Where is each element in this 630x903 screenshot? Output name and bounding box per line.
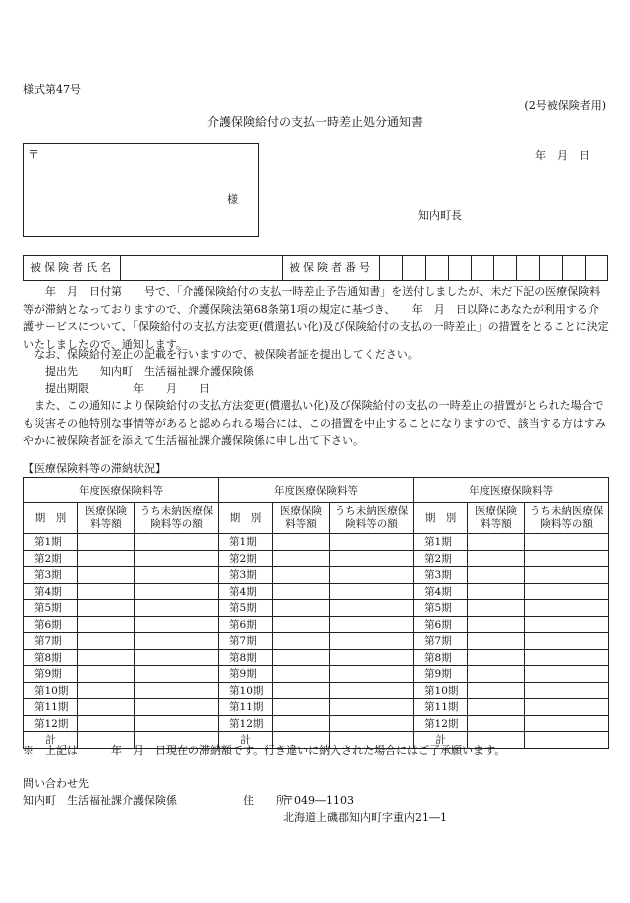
notice-paragraph-2: なお、保険給付差止の記載を行いますので、被保険者証を提出してください。 [23, 348, 419, 361]
insured-number-digit-box [380, 256, 403, 280]
period-label: 第5期 [24, 600, 78, 617]
amount-cell [78, 600, 135, 617]
contact-address: 北海道上磯郡知内町字重内21―1 [283, 811, 447, 824]
amount-cell [330, 534, 414, 551]
amount-cell [273, 600, 330, 617]
amount-cell [78, 583, 135, 600]
insured-number-digit-box [517, 256, 540, 280]
unpaid-amount-header: うち未納医療保険料等の額 [330, 503, 414, 534]
period-label: 第8期 [414, 649, 468, 666]
amount-cell [330, 616, 414, 633]
amount-cell [135, 633, 219, 650]
period-label: 第2期 [24, 550, 78, 567]
insured-name-label: 被保険者氏名 [24, 256, 121, 280]
table-row [24, 715, 609, 732]
period-label: 第10期 [414, 682, 468, 699]
table-row [24, 550, 609, 567]
insured-number-digit-box [540, 256, 563, 280]
period-label: 第3期 [24, 567, 78, 584]
amount-cell [135, 583, 219, 600]
period-label: 第3期 [414, 567, 468, 584]
period-column-header: 期 別 [24, 503, 78, 534]
amount-cell [135, 699, 219, 716]
amount-cell [525, 550, 609, 567]
amount-cell [468, 633, 525, 650]
amount-cell [330, 583, 414, 600]
period-column-header: 期 別 [414, 503, 468, 534]
amount-cell [468, 600, 525, 617]
address-box [23, 143, 259, 237]
table-row [24, 534, 609, 551]
period-label: 第5期 [414, 600, 468, 617]
period-label: 第9期 [219, 666, 273, 683]
amount-cell [525, 682, 609, 699]
amount-cell [330, 715, 414, 732]
amount-cell [78, 666, 135, 683]
table-row [24, 567, 609, 584]
period-label: 第1期 [24, 534, 78, 551]
period-label: 第8期 [219, 649, 273, 666]
amount-cell [78, 550, 135, 567]
issuer-name: 知内町長 [418, 209, 462, 222]
insured-number-digit-box [586, 256, 609, 280]
notice-paragraph-3: また、この通知により保険給付の支払方法変更(償還払い化)及び保険給付の支払の一時差止の措置がとられた場合でも災害その他特別な事情等があると認められる場合には、この措置を中止することになりますので、該当する方はすみやかに被保険者証を添えて生活福祉課介護保険係に申し出て下さい。 [23, 399, 606, 447]
period-label: 第3期 [219, 567, 273, 584]
amount-cell [273, 567, 330, 584]
table-row [24, 699, 609, 716]
amount-cell [330, 600, 414, 617]
period-label: 第11期 [24, 699, 78, 716]
amount-cell [135, 567, 219, 584]
amount-cell [468, 567, 525, 584]
period-label: 第4期 [24, 583, 78, 600]
amount-cell [525, 649, 609, 666]
amount-cell [135, 649, 219, 666]
amount-cell [135, 600, 219, 617]
form-number: 様式第47号 [23, 83, 81, 96]
amount-cell [468, 699, 525, 716]
contact-heading: 問い合わせ先 [23, 777, 89, 790]
insured-number-digit-box [472, 256, 495, 280]
amount-cell [525, 567, 609, 584]
insured-number-digit-box [426, 256, 449, 280]
amount-cell [273, 682, 330, 699]
period-label: 第9期 [414, 666, 468, 683]
table-row [24, 682, 609, 699]
insured-number-digit-box [403, 256, 426, 280]
period-label: 第7期 [219, 633, 273, 650]
amount-cell [273, 699, 330, 716]
arrears-heading: 【医療保険料等の滞納状況】 [23, 462, 166, 475]
amount-cell [468, 534, 525, 551]
amount-cell [78, 534, 135, 551]
amount-cell [525, 633, 609, 650]
amount-cell [273, 649, 330, 666]
period-label: 第2期 [219, 550, 273, 567]
amount-cell [273, 616, 330, 633]
amount-cell [525, 534, 609, 551]
amount-cell [468, 550, 525, 567]
premium-amount-header: 医療保険料等額 [273, 503, 330, 534]
amount-cell [273, 583, 330, 600]
amount-cell [135, 666, 219, 683]
amount-cell [330, 699, 414, 716]
amount-cell [468, 666, 525, 683]
fiscal-year-header: 年度医療保険料等 [219, 478, 414, 503]
amount-cell [525, 715, 609, 732]
table-row [24, 600, 609, 617]
unpaid-amount-header: うち未納医療保険料等の額 [135, 503, 219, 534]
amount-cell [330, 649, 414, 666]
insured-name-field [121, 256, 283, 280]
document-title: 介護保険給付の支払一時差止処分通知書 [206, 115, 423, 129]
period-label: 第12期 [24, 715, 78, 732]
total-amount-cell [525, 732, 609, 749]
amount-cell [78, 649, 135, 666]
premium-amount-header: 医療保険料等額 [468, 503, 525, 534]
amount-cell [78, 715, 135, 732]
contact-address-label: 住 所 [243, 794, 287, 807]
period-label: 第10期 [24, 682, 78, 699]
period-label: 第10期 [219, 682, 273, 699]
period-label: 第1期 [219, 534, 273, 551]
table-row [24, 666, 609, 683]
period-label: 第4期 [219, 583, 273, 600]
period-label: 第4期 [414, 583, 468, 600]
fiscal-year-header: 年度医療保険料等 [24, 478, 219, 503]
period-column-header: 期 別 [219, 503, 273, 534]
period-label: 第1期 [414, 534, 468, 551]
insured-number-digit-box [449, 256, 472, 280]
amount-cell [78, 699, 135, 716]
insured-id-row [23, 255, 608, 281]
amount-cell [135, 715, 219, 732]
arrears-table [23, 477, 609, 749]
amount-cell [330, 633, 414, 650]
amount-cell [78, 633, 135, 650]
amount-cell [135, 682, 219, 699]
amount-cell [525, 583, 609, 600]
contact-department: 知内町 生活福祉課介護保険係 [23, 794, 177, 807]
period-label: 第7期 [24, 633, 78, 650]
period-label: 第6期 [219, 616, 273, 633]
amount-cell [468, 682, 525, 699]
amount-cell [273, 666, 330, 683]
insured-number-digit-box [563, 256, 586, 280]
postal-mark: 〒 [28, 148, 39, 161]
total-label: 計 [219, 732, 273, 749]
amount-cell [273, 550, 330, 567]
amount-cell [273, 534, 330, 551]
amount-cell [468, 583, 525, 600]
table-row [24, 633, 609, 650]
amount-cell [525, 666, 609, 683]
amount-cell [78, 616, 135, 633]
contact-postal-code: 〒049―1103 [283, 794, 354, 807]
honorific-sama: 様 [227, 193, 238, 206]
insured-number-digit-box [495, 256, 518, 280]
amount-cell [330, 682, 414, 699]
period-label: 第12期 [219, 715, 273, 732]
period-label: 第5期 [219, 600, 273, 617]
fiscal-year-header: 年度医療保険料等 [414, 478, 609, 503]
unpaid-amount-header: うち未納医療保険料等の額 [525, 503, 609, 534]
amount-cell [78, 682, 135, 699]
premium-amount-header: 医療保険料等額 [78, 503, 135, 534]
table-row [24, 649, 609, 666]
submit-deadline: 提出期限 年 月 日 [23, 382, 210, 395]
notice-paragraph-1: 年 月 日付第 号で、「介護保険給付の支払一時差止予告通知書」を送付しましたが、未だ下記の医療保険料等が滞納となっておりますので、介護保険法第68条第1項の規定に基づき、 年 月 日以降にあなたが利用する介護サービスについて、「保険給付の支払方法変更(償還払い化)及び保険給付の支払の一時差止」の措置をとることに決定いたしましたので、通知します。 [23, 285, 609, 351]
amount-cell [330, 550, 414, 567]
total-label: 計 [24, 732, 78, 749]
period-label: 第2期 [414, 550, 468, 567]
amount-cell [78, 567, 135, 584]
amount-cell [468, 649, 525, 666]
period-label: 第9期 [24, 666, 78, 683]
period-label: 第11期 [414, 699, 468, 716]
period-label: 第6期 [414, 616, 468, 633]
amount-cell [135, 534, 219, 551]
arrears-note: ※ 上記は 年 月 日現在の滞納額です。行き違いに納入された場合にはご了承願います。 [23, 744, 506, 757]
period-label: 第12期 [414, 715, 468, 732]
amount-cell [468, 715, 525, 732]
period-label: 第7期 [414, 633, 468, 650]
amount-cell [330, 567, 414, 584]
period-label: 第6期 [24, 616, 78, 633]
table-row [24, 616, 609, 633]
amount-cell [330, 666, 414, 683]
issue-date: 年 月 日 [535, 149, 590, 162]
period-label: 第11期 [219, 699, 273, 716]
table-row [24, 583, 609, 600]
amount-cell [273, 633, 330, 650]
amount-cell [135, 550, 219, 567]
insured-type-label: (2号被保険者用) [524, 99, 606, 112]
total-label: 計 [414, 732, 468, 749]
amount-cell [525, 616, 609, 633]
period-label: 第8期 [24, 649, 78, 666]
insured-number-label: 被保険者番号 [283, 256, 380, 280]
amount-cell [273, 715, 330, 732]
submit-to: 提出先 知内町 生活福祉課介護保険係 [23, 365, 254, 378]
amount-cell [525, 699, 609, 716]
amount-cell [135, 616, 219, 633]
amount-cell [468, 616, 525, 633]
amount-cell [525, 600, 609, 617]
